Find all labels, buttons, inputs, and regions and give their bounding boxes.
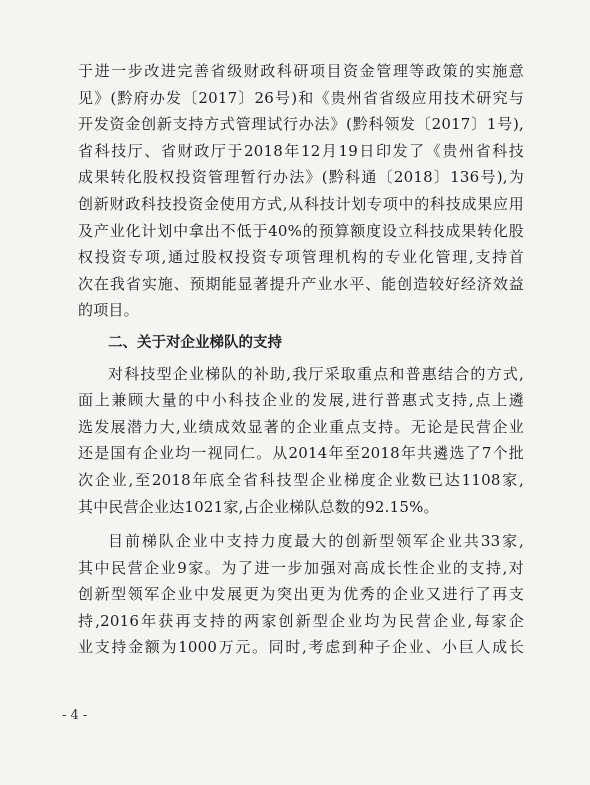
text-line: 省科技厅、省财政厅于2018年12月19日印发了《贵州省科技 [78, 141, 524, 160]
text-line: 其中民营企业达1021家,占企业梯队总数的92.15%。 [78, 497, 439, 516]
page-number: - 4 - [62, 708, 88, 723]
text-line: 其中民营企业9家。为了进一步加强对高成长性企业的支持,对 [78, 558, 524, 577]
text-line: 次在我省实施、预期能显著提升产业水平、能创造较好经济效益 [78, 274, 524, 293]
text-line: 对科技型企业梯队的补助,我厅采取重点和普惠结合的方式, [108, 364, 524, 383]
text-line: 创新财政科技投资金使用方式,从科技计划专项中的科技成果应用 [78, 194, 524, 213]
text-line: 及产业化计划中拿出不低于40%的预算额度设立科技成果转化股 [78, 221, 524, 240]
document-body [78, 58, 524, 661]
text-line: 成果转化股权投资管理暂行办法》(黔科通〔2018〕136号),为 [78, 168, 524, 187]
text-line: 开发资金创新支持方式管理试行办法》(黔科领发〔2017〕1号), [78, 115, 524, 134]
text-line: 权投资专项,通过股权投资专项管理机构的专业化管理,支持首 [78, 248, 524, 267]
text-line: 目前梯队企业中支持力度最大的创新型领军企业共33家, [108, 532, 524, 551]
paragraph-leading-enterprises [78, 528, 524, 661]
text-line: 面上兼顾大量的中小科技企业的发展,进行普惠式支持,点上遴 [78, 391, 524, 410]
paragraph-spacer [78, 520, 524, 528]
paragraph-policy-continuation [78, 58, 524, 324]
text-line: 创新型领军企业中发展更为突出更为优秀的企业又进行了再支 [78, 585, 524, 604]
section-heading: 二、关于对企业梯队的支持 [108, 334, 282, 351]
text-line: 持,2016年获再支持的两家创新型企业均为民营企业,每家企 [78, 611, 524, 630]
paragraph-enterprise-tiers [78, 361, 524, 521]
text-line: 次企业,至2018年底全省科技型企业梯度企业数已达1108家, [78, 470, 524, 489]
text-line: 业支持金额为1000万元。同时,考虑到种子企业、小巨人成长 [78, 638, 524, 657]
text-line: 还是国有企业均一视同仁。从2014年至2018年共遴选了7个批 [78, 444, 524, 463]
text-line: 选发展潜力大,业绩成效显著的企业重点支持。无论是民营企业 [78, 417, 524, 436]
text-line: 见》(黔府办发〔2017〕26号)和《贵州省省级应用技术研究与 [78, 88, 524, 107]
text-line: 于进一步改进完善省级财政科研项目资金管理等政策的实施意 [78, 62, 524, 80]
text-line: 的项目。 [78, 301, 139, 320]
